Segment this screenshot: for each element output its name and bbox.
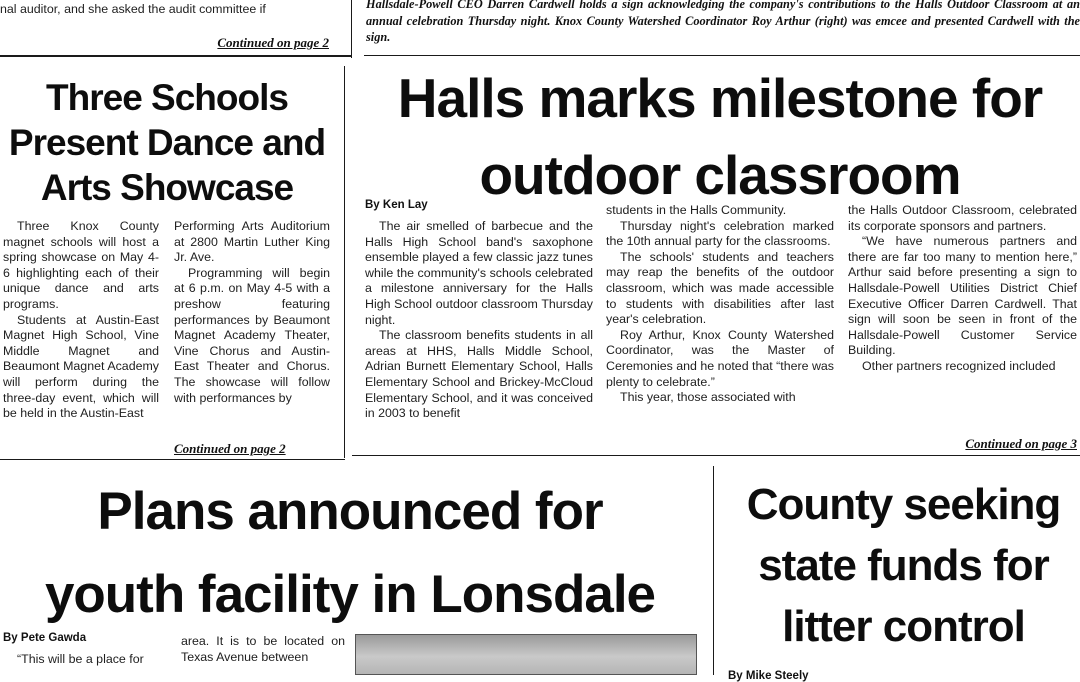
lonsdale-headline-line-2: youth facility in Lonsdale <box>44 565 656 624</box>
paragraph: Roy Arthur, Knox County Watershed Coordinator, was the Master of Ceremonies and he noted that “there was plenty to celebrate.” <box>606 327 834 389</box>
paragraph: Students at Austin-East Magnet High School, Vine Middle Magnet and Beaumont Magnet Academy will perform during the three-day event, which will be held in the Austin-East <box>3 312 159 421</box>
litter-headline-line-1: County seeking <box>746 480 1061 529</box>
paragraph: The classroom benefits students in all areas at HHS, Halls Middle School, Adrian Burnett Elementary School, Halls Elementary School and Brickey-McCloud Elementary School, and it was conceived in 2003 to benefit <box>365 328 593 421</box>
paragraph-continued: Performing Arts Auditorium at 2800 Martin Luther King Jr. Ave. <box>174 219 330 265</box>
paragraph: “We have numerous partners and there are far too many to mention here,” Arthur said before presenting a sign to Hallsdale-Powell Utilities District Chief Executive Officer Darren Cardwell. That sign will soon be seen in front of the Hallsdale-Powell Customer Service Building. <box>848 234 1077 358</box>
halls-column-1 <box>365 219 593 422</box>
paragraph: Other partners recognized included <box>862 358 1056 373</box>
lonsdale-column-2 <box>181 634 345 665</box>
paragraph: The schools' students and teachers may reap the benefits of the outdoor classroom, which was made accessible to students with disabilities after last year's celebration. <box>606 249 834 327</box>
schools-column-2 <box>174 219 330 406</box>
continued-link-schools[interactable]: Continued on page 2 <box>174 441 286 456</box>
schools-headline-line-1: Three Schools <box>46 77 288 118</box>
litter-byline: By Mike Steely <box>728 670 809 682</box>
litter-headline-line-3: litter control <box>782 602 1025 651</box>
lonsdale-byline: By Pete Gawda <box>3 632 87 644</box>
paragraph: “This will be a place for <box>17 652 144 666</box>
schools-headline <box>0 75 334 210</box>
schools-column-1 <box>3 219 159 422</box>
column-divider-top <box>351 0 352 58</box>
divider-rule-lower-right <box>352 455 1080 456</box>
lonsdale-headline <box>0 470 700 636</box>
divider-rule-left <box>0 55 352 57</box>
paragraph: Programming will begin at 6 p.m. on May 4-5 with a preshow featuring performances by Beaumont Magnet Academy Theater, Vine Chorus and Austin-East Theater and Chorus. The showcase will follow with performances by <box>174 265 330 405</box>
continued-link-halls[interactable]: Continued on page 3 <box>965 436 1077 451</box>
continued-link-top-left[interactable]: Continued on page 2 <box>217 35 329 50</box>
halls-headline-line-1: Halls marks milestone for <box>397 67 1043 129</box>
halls-column-3 <box>848 203 1077 375</box>
litter-headline-line-2: state funds for <box>758 541 1049 590</box>
divider-rule-lower-left <box>0 459 345 460</box>
paragraph: Three Knox County magnet schools will host a spring showcase on May 4-6 highlighting each of their unique dance and arts programs. <box>3 219 159 311</box>
paragraph-continued: area. It is to be located on Texas Avenue between <box>181 634 345 664</box>
top-left-story-fragment: nal auditor, and she asked the audit committee if <box>0 2 266 16</box>
schools-headline-line-3: Arts Showcase <box>40 167 294 208</box>
divider-rule-right <box>364 55 1080 56</box>
paragraph-continued: students in the Halls Community. <box>606 203 787 217</box>
halls-headline-line-2: outdoor classroom <box>479 144 961 206</box>
schools-headline-line-2: Present Dance and <box>8 122 326 163</box>
halls-headline <box>360 60 1080 214</box>
paragraph-continued: the Halls Outdoor Classroom, celebrated its corporate sponsors and partners. <box>848 203 1077 233</box>
paragraph: This year, those associated with <box>620 390 796 405</box>
lonsdale-headline-line-1: Plans announced for <box>97 482 603 541</box>
lonsdale-column-1 <box>3 652 173 668</box>
halls-byline: By Ken Lay <box>365 199 428 211</box>
photo-caption: Hallsdale-Powell CEO Darren Cardwell holds a sign acknowledging the company's contributions to the Halls Outdoor Classroom at an annual celebration Thursday night. Knox County Watershed Coordinator Roy Arthur (right) was emcee and presented Cardwell with the sign. <box>366 0 1080 44</box>
lonsdale-photo <box>355 634 697 675</box>
column-divider-middle <box>344 66 345 458</box>
halls-column-2 <box>606 203 834 406</box>
litter-headline <box>727 474 1080 657</box>
column-divider-lower <box>713 466 714 675</box>
paragraph: Thursday night's celebration marked the 10th annual party for the classrooms. <box>606 218 834 249</box>
paragraph: The air smelled of barbecue and the Halls High School band's saxophone ensemble played a few classic jazz tunes while the community's schools celebrated a milestone anniversary for the Halls High School outdoor classroom Thursday night. <box>365 219 593 327</box>
